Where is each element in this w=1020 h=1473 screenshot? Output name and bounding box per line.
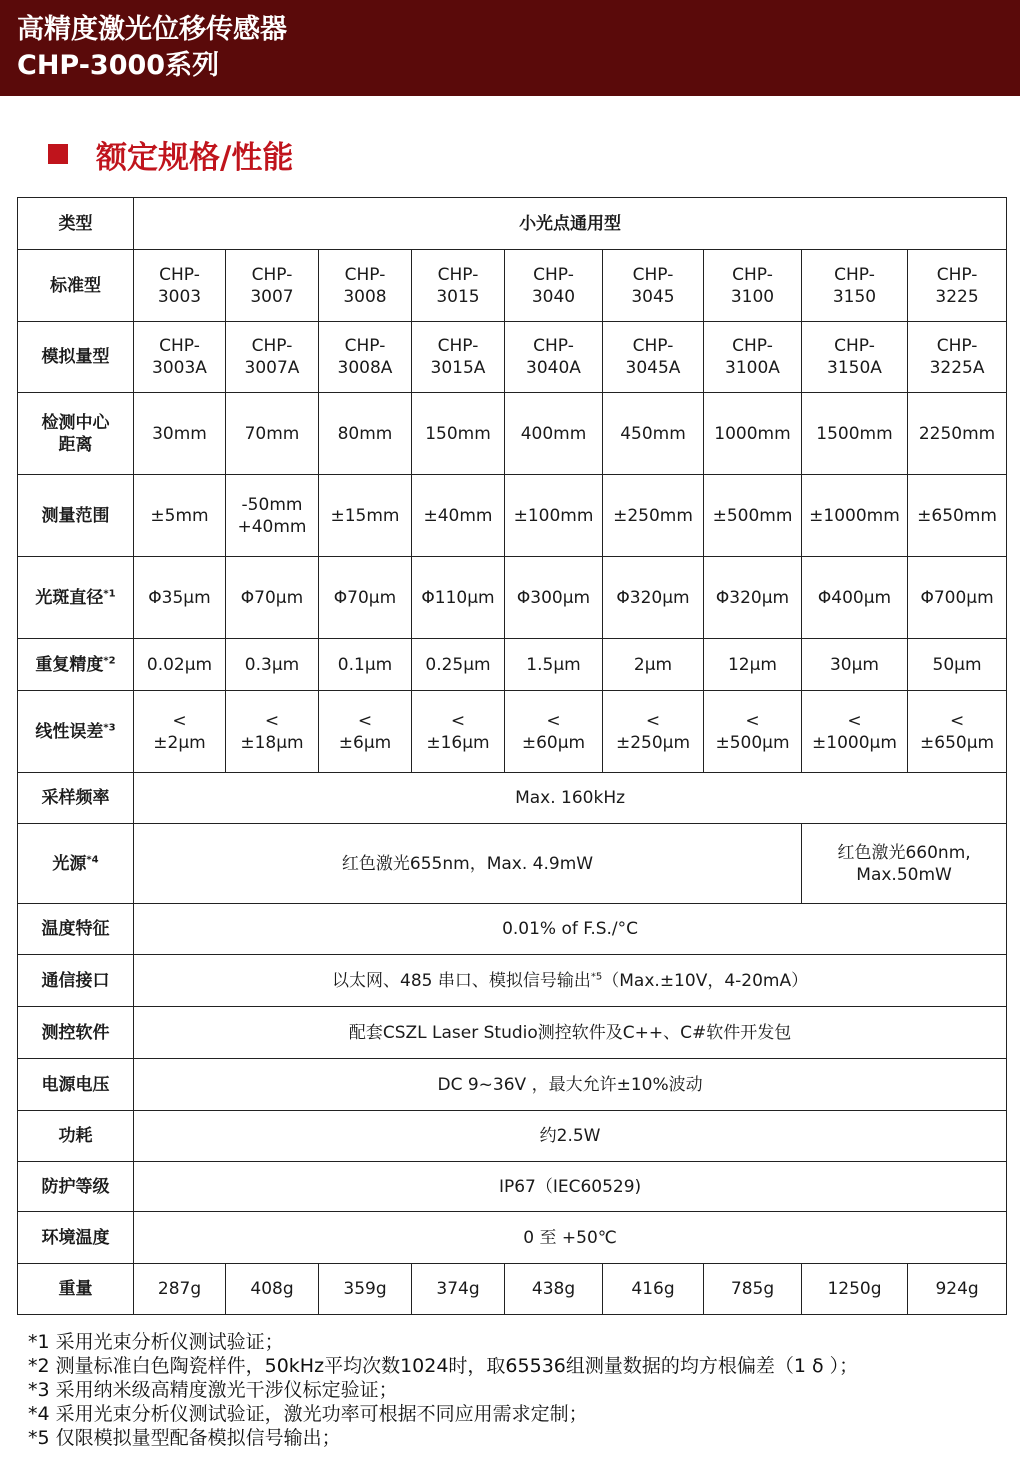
weight-cell: 924g [908, 1264, 1007, 1315]
table-row [18, 322, 1007, 393]
table-cell: ±5mm [134, 475, 226, 557]
row-label: 环境温度 [18, 1212, 134, 1264]
table-cell: CHP- 3007 [226, 250, 319, 322]
footnote-ref: *4 [86, 853, 99, 865]
table-cell: ±500mm [704, 475, 802, 557]
row-label: 防护等级 [18, 1162, 134, 1212]
table-row [18, 250, 1007, 322]
table-cell: Φ70μm [319, 557, 412, 639]
table-cell: < ±16μm [412, 691, 505, 773]
table-cell: 30mm [134, 393, 226, 475]
table-row [18, 1162, 1007, 1212]
table-cell: 0.25μm [412, 639, 505, 691]
table-row [18, 557, 1007, 639]
table-cell: Φ300μm [505, 557, 603, 639]
table-cell: < ±2μm [134, 691, 226, 773]
protection-value: IP67（IEC60529) [134, 1162, 1007, 1212]
row-label: 功耗 [18, 1111, 134, 1162]
table-row [18, 955, 1007, 1007]
row-label: 电源电压 [18, 1059, 134, 1111]
product-title: 高精度激光位移传感器 [17, 14, 287, 45]
type-value: 小光点通用型 [134, 198, 1007, 250]
row-label: 检测中心 距离 [18, 393, 134, 475]
table-cell: 0.1μm [319, 639, 412, 691]
row-label: 重量 [18, 1264, 134, 1315]
table-cell: CHP- 3015A [412, 322, 505, 393]
table-cell: ±1000mm [802, 475, 908, 557]
table-cell: 450mm [603, 393, 704, 475]
table-cell: CHP- 3007A [226, 322, 319, 393]
table-cell: 1500mm [802, 393, 908, 475]
comm-value: 以太网、485 串口、模拟信号输出$^{*5}$（Max.±10V，4-20mA） [134, 955, 1007, 1007]
row-label: 光斑直径$^{*1}$ [18, 557, 134, 639]
table-cell: CHP- 3003A [134, 322, 226, 393]
section-heading [48, 132, 293, 176]
footnote-line: *1 采用光束分析仪测试验证； [28, 1331, 284, 1353]
table-cell: 30μm [802, 639, 908, 691]
footnote-ref: *3 [103, 721, 116, 733]
table-cell: CHP- 3225 [908, 250, 1007, 322]
table-cell: Φ320μm [603, 557, 704, 639]
footnote-line: *5 仅限模拟量型配备模拟信号输出； [28, 1427, 341, 1449]
square-bullet-icon [48, 144, 68, 164]
footnotes [28, 1330, 858, 1450]
spec-table [17, 197, 1007, 1315]
table-cell: 400mm [505, 393, 603, 475]
section-title: 额定规格/性能 [96, 139, 294, 176]
table-cell: Φ70μm [226, 557, 319, 639]
row-label: 采样频率 [18, 773, 134, 824]
table-cell: < ±6μm [319, 691, 412, 773]
table-cell: 50μm [908, 639, 1007, 691]
row-label: 温度特征 [18, 904, 134, 955]
table-cell: CHP- 3045 [603, 250, 704, 322]
weight-cell: 438g [505, 1264, 603, 1315]
footnote-ref: *2 [103, 654, 116, 666]
table-cell: < ±18μm [226, 691, 319, 773]
row-label: 重复精度$^{*2}$ [18, 639, 134, 691]
table-cell: ±40mm [412, 475, 505, 557]
table-cell: 80mm [319, 393, 412, 475]
table-cell: 150mm [412, 393, 505, 475]
env-temp-value: 0 至 +50℃ [134, 1212, 1007, 1264]
table-cell: ±650mm [908, 475, 1007, 557]
table-cell: < ±650μm [908, 691, 1007, 773]
table-row [18, 773, 1007, 824]
table-cell: Φ400μm [802, 557, 908, 639]
row-label: 模拟量型 [18, 322, 134, 393]
table-cell: -50mm +40mm [226, 475, 319, 557]
table-row [18, 639, 1007, 691]
table-cell: ±15mm [319, 475, 412, 557]
weight-cell: 416g [603, 1264, 704, 1315]
table-cell: CHP- 3150 [802, 250, 908, 322]
row-label: 标准型 [18, 250, 134, 322]
weight-cell: 359g [319, 1264, 412, 1315]
footnote-line: *2 测量标准白色陶瓷样件，50kHz平均次数1024时，取65536组测量数据的均方根偏差（1 δ ）； [28, 1355, 859, 1377]
table-cell: CHP- 3045A [603, 322, 704, 393]
weight-cell: 287g [134, 1264, 226, 1315]
table-cell: ±100mm [505, 475, 603, 557]
table-cell: 0.02μm [134, 639, 226, 691]
table-cell: 12μm [704, 639, 802, 691]
table-cell: ±250mm [603, 475, 704, 557]
light-source-value: 红色激光655nm，Max. 4.9mW [134, 824, 802, 904]
table-cell: CHP- 3003 [134, 250, 226, 322]
temperature-value: 0.01% of F.S./°C [134, 904, 1007, 955]
power-voltage-value: DC 9~36V ，最大允许±10%波动 [134, 1059, 1007, 1111]
table-row [18, 824, 1007, 904]
table-cell: CHP- 3100A [704, 322, 802, 393]
table-cell: 2μm [603, 639, 704, 691]
table-cell: CHP- 3040 [505, 250, 603, 322]
weight-cell: 408g [226, 1264, 319, 1315]
table-row [18, 691, 1007, 773]
table-cell: CHP- 3015 [412, 250, 505, 322]
table-cell: < ±60μm [505, 691, 603, 773]
table-cell: CHP- 3040A [505, 322, 603, 393]
footnote-line: *3 采用纳米级高精度激光干涉仪标定验证； [28, 1379, 398, 1401]
table-row [18, 1111, 1007, 1162]
table-cell: Φ110μm [412, 557, 505, 639]
product-series: CHP-3000系列 [17, 50, 220, 81]
row-label: 线性误差$^{*3}$ [18, 691, 134, 773]
table-cell: < ±500μm [704, 691, 802, 773]
table-cell: 2250mm [908, 393, 1007, 475]
table-cell: 1000mm [704, 393, 802, 475]
table-cell: < ±250μm [603, 691, 704, 773]
row-label: 通信接口 [18, 955, 134, 1007]
table-cell: Φ700μm [908, 557, 1007, 639]
page-header [0, 0, 1020, 96]
table-cell: 1.5μm [505, 639, 603, 691]
table-row [18, 904, 1007, 955]
table-cell: Φ35μm [134, 557, 226, 639]
table-cell: CHP- 3008 [319, 250, 412, 322]
table-cell: CHP- 3150A [802, 322, 908, 393]
row-label: 测控软件 [18, 1007, 134, 1059]
row-label: 测量范围 [18, 475, 134, 557]
table-cell: 70mm [226, 393, 319, 475]
light-source-alt-value: 红色激光660nm, Max.50mW [802, 824, 1007, 904]
table-row [18, 1007, 1007, 1059]
table-row [18, 475, 1007, 557]
sampling-value: Max. 160kHz [134, 773, 1007, 824]
table-row [18, 198, 1007, 250]
weight-cell: 374g [412, 1264, 505, 1315]
software-value: 配套CSZL Laser Studio测控软件及C++、C#软件开发包 [134, 1007, 1007, 1059]
table-cell: CHP- 3100 [704, 250, 802, 322]
footnote-ref: *5 [590, 970, 603, 982]
table-cell: CHP- 3008A [319, 322, 412, 393]
table-cell: < ±1000μm [802, 691, 908, 773]
power-consumption-value: 约2.5W [134, 1111, 1007, 1162]
table-row [18, 393, 1007, 475]
table-row [18, 1264, 1007, 1315]
weight-cell: 785g [704, 1264, 802, 1315]
table-row [18, 1212, 1007, 1264]
table-row [18, 1059, 1007, 1111]
row-label: 类型 [18, 198, 134, 250]
table-cell: Φ320μm [704, 557, 802, 639]
footnote-ref: *1 [103, 587, 116, 599]
footnote-line: *4 采用光束分析仪测试验证，激光功率可根据不同应用需求定制； [28, 1403, 588, 1425]
table-cell: 0.3μm [226, 639, 319, 691]
table-cell: CHP- 3225A [908, 322, 1007, 393]
weight-cell: 1250g [802, 1264, 908, 1315]
row-label: 光源$^{*4}$ [18, 824, 134, 904]
